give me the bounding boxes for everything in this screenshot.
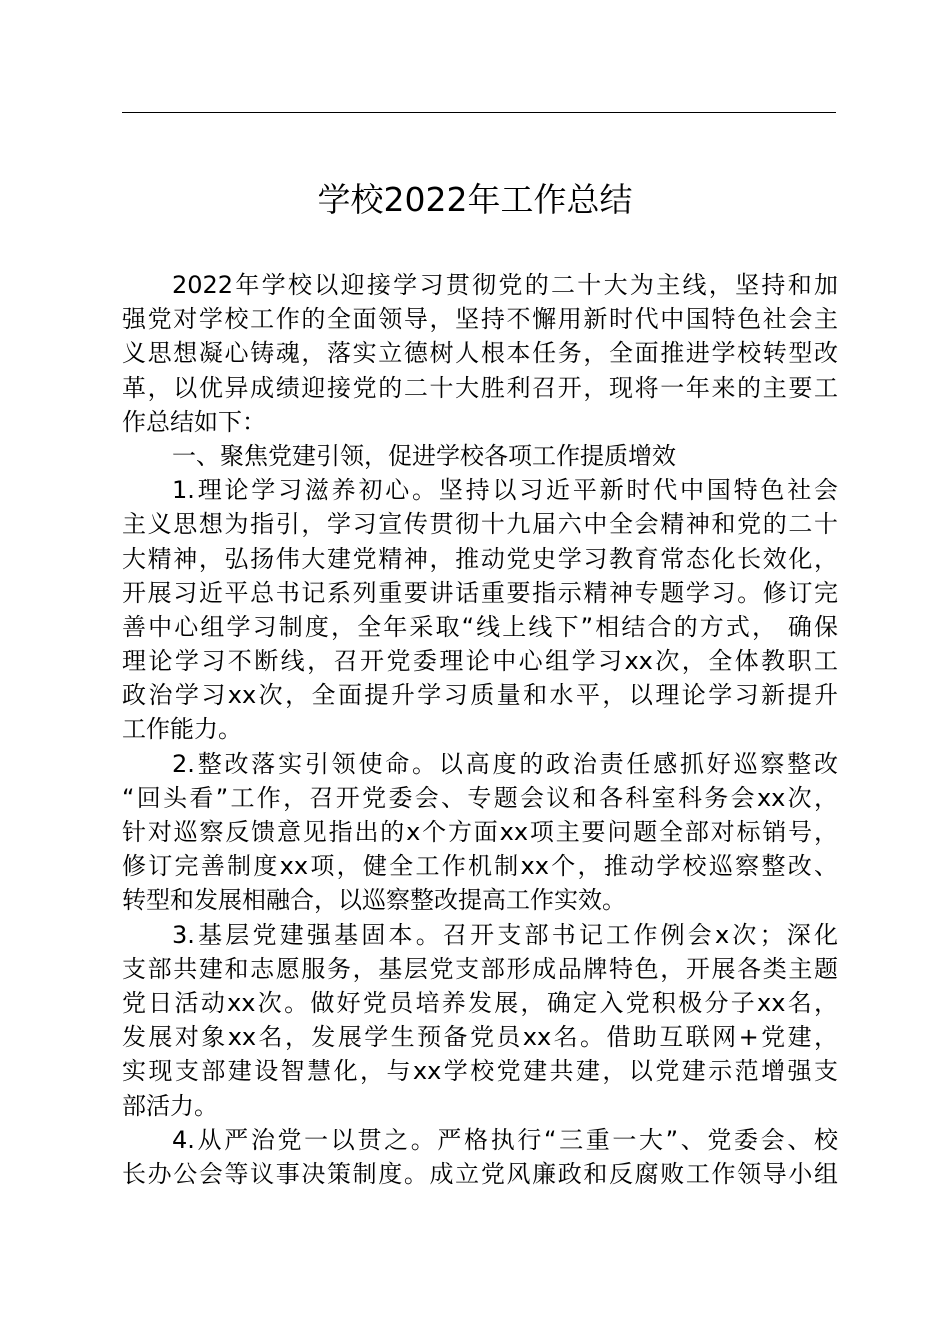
body-line: 3.基层党建强基固本。召开支部书记工作例会x次；深化: [172, 920, 838, 949]
body-line: 大精神，弘扬伟大建党精神，推动党史学习教育常态化长效化，: [122, 544, 838, 573]
body-line: 针对巡察反馈意见指出的x个方面xx项主要问题全部对标销号，: [122, 818, 838, 846]
document-body: [122, 268, 838, 1191]
body-line: 转型和发展相融合，以巡察整改提高工作实效。: [122, 886, 626, 915]
body-line: 政治学习xx次，全面提升学习质量和水平，以理论学习新提升: [122, 681, 838, 710]
body-line: 义思想凝心铸魂，落实立德树人根本任务，全面推进学校转型改: [122, 339, 838, 368]
body-line: 修订完善制度xx项，健全工作机制xx个，推动学校巡察整改、: [122, 852, 838, 881]
body-line: 2022年学校以迎接学习贯彻党的二十大为主线，坚持和加: [172, 271, 838, 299]
body-line: 革，以优异成绩迎接党的二十大胜利召开，现将一年来的主要工: [122, 373, 838, 402]
body-line: 2.整改落实引领使命。以高度的政治责任感抓好巡察整改: [172, 749, 838, 778]
document-title: 学校2022年工作总结: [317, 180, 633, 219]
body-line: 一、聚焦党建引领，促进学校各项工作提质增效: [172, 441, 676, 470]
body-line: 理论学习不断线，召开党委理论中心组学习xx次，全体教职工: [122, 647, 838, 676]
body-line: 支部共建和志愿服务，基层党支部形成品牌特色，开展各类主题: [122, 954, 838, 983]
body-line: “回头看”工作，召开党委会、专题会议和各科室科务会xx次，: [122, 783, 838, 812]
header-rule: [122, 112, 836, 113]
body-line: 1.理论学习滋养初心。坚持以习近平新时代中国特色社会: [172, 476, 838, 505]
body-line: 4.从严治党一以贯之。严格执行“三重一大”、党委会、校: [172, 1125, 838, 1154]
body-line: 部活力。: [122, 1091, 218, 1120]
body-line: 强党对学校工作的全面领导，坚持不懈用新时代中国特色社会主: [122, 305, 838, 334]
body-line: 主义思想为指引，学习宣传贯彻十九届六中全会精神和党的二十: [122, 510, 838, 539]
body-line: 作总结如下：: [122, 407, 266, 436]
body-line: 善中心组学习制度，全年采取“线上线下”相结合的方式， 确保: [122, 612, 838, 641]
body-line: 实现支部建设智慧化，与xx学校党建共建，以党建示范增强支: [122, 1057, 838, 1086]
body-line: 开展习近平总书记系列重要讲话重要指示精神专题学习。修订完: [122, 578, 838, 607]
body-line: 发展对象xx名，发展学生预备党员xx名。借助互联网+党建，: [122, 1023, 838, 1052]
body-line: 长办公会等议事决策制度。成立党风廉政和反腐败工作领导小组: [122, 1159, 838, 1188]
body-line: 党日活动xx次。做好党员培养发展，确定入党积极分子xx名，: [122, 988, 838, 1017]
body-line: 工作能力。: [122, 715, 242, 744]
